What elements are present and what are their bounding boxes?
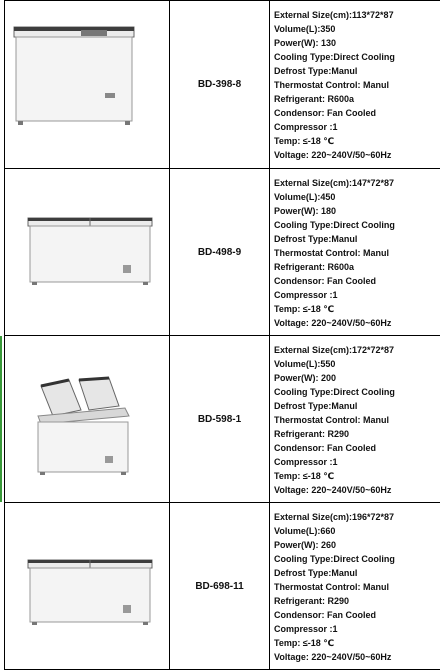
spec-defrost-type: Defrost Type:Manul [274,568,358,578]
chest-freezer-open-icon [5,336,169,502]
table-row[interactable] [4,503,440,670]
spec-cell [270,1,440,168]
spec-voltage: Voltage: 220~240V/50~60Hz [274,318,392,328]
spec-cooling-type: Cooling Type:Direct Cooling [274,52,395,62]
product-image-cell [4,336,170,502]
model-cell [170,169,270,335]
spec-refrigerant: Refrigerant: R290 [274,596,350,606]
spec-condensor: Condensor: Fan Cooled [274,276,376,286]
spec-voltage: Voltage: 220~240V/50~60Hz [274,150,392,160]
spec-cell [270,169,440,335]
spec-thermostat: Thermostat Control: Manul [274,582,389,592]
spec-volume: Volume(L):550 [274,359,336,369]
spec-power: Power(W): 180 [274,206,337,216]
spec-condensor: Condensor: Fan Cooled [274,610,376,620]
spec-volume: Volume(L):450 [274,192,336,202]
model-cell [170,1,270,168]
chest-freezer-double-icon [5,503,169,669]
spec-thermostat: Thermostat Control: Manul [274,248,389,258]
spec-external-size: External Size(cm):172*72*87 [274,345,395,355]
spec-cooling-type: Cooling Type:Direct Cooling [274,554,395,564]
spec-compressor: Compressor :1 [274,122,338,132]
spec-compressor: Compressor :1 [274,457,338,467]
spec-voltage: Voltage: 220~240V/50~60Hz [274,652,392,662]
chest-freezer-closed-icon [5,1,169,169]
spec-temp: Temp: ≤-18 ℃ [274,471,335,481]
spec-cell [270,336,440,502]
spec-cooling-type: Cooling Type:Direct Cooling [274,220,395,230]
selection-indicator [0,336,2,502]
spec-compressor: Compressor :1 [274,624,338,634]
model-cell [170,503,270,669]
spec-external-size: External Size(cm):196*72*87 [274,512,395,522]
spec-external-size: External Size(cm):147*72*87 [274,178,395,188]
spec-condensor: Condensor: Fan Cooled [274,443,376,453]
spec-refrigerant: Refrigerant: R600a [274,94,355,104]
model-number: BD-698-11 [195,580,244,592]
table-row[interactable] [4,169,440,336]
spec-defrost-type: Defrost Type:Manul [274,234,358,244]
spec-power: Power(W): 260 [274,540,337,550]
spec-external-size: External Size(cm):113*72*87 [274,10,394,20]
spec-temp: Temp: ≤-18 ℃ [274,304,335,314]
spec-defrost-type: Defrost Type:Manul [274,66,358,76]
chest-freezer-double-icon [5,169,169,335]
spec-refrigerant: Refrigerant: R600a [274,262,355,272]
spec-defrost-type: Defrost Type:Manul [274,401,358,411]
spec-volume: Volume(L):660 [274,526,336,536]
spec-compressor: Compressor :1 [274,290,338,300]
spec-condensor: Condensor: Fan Cooled [274,108,376,118]
table-row-selected[interactable] [4,336,440,503]
spec-voltage: Voltage: 220~240V/50~60Hz [274,485,392,495]
model-number: BD-498-9 [197,246,242,258]
spec-cell [270,503,440,669]
spec-power: Power(W): 200 [274,373,337,383]
spec-volume: Volume(L):350 [274,24,336,34]
model-number: BD-398-8 [197,79,242,90]
spec-temp: Temp: ≤-18 ℃ [274,136,335,146]
spec-thermostat: Thermostat Control: Manul [274,80,389,90]
model-number: BD-598-1 [197,413,242,425]
spec-power: Power(W): 130 [274,38,337,48]
product-image-cell [4,1,170,168]
spec-temp: Temp: ≤-18 ℃ [274,638,335,648]
product-image-cell [4,169,170,335]
spec-thermostat: Thermostat Control: Manul [274,415,389,425]
spec-cooling-type: Cooling Type:Direct Cooling [274,387,395,397]
model-cell [170,336,270,502]
table-row[interactable] [4,0,440,169]
spec-refrigerant: Refrigerant: R290 [274,429,350,439]
product-image-cell [4,503,170,669]
